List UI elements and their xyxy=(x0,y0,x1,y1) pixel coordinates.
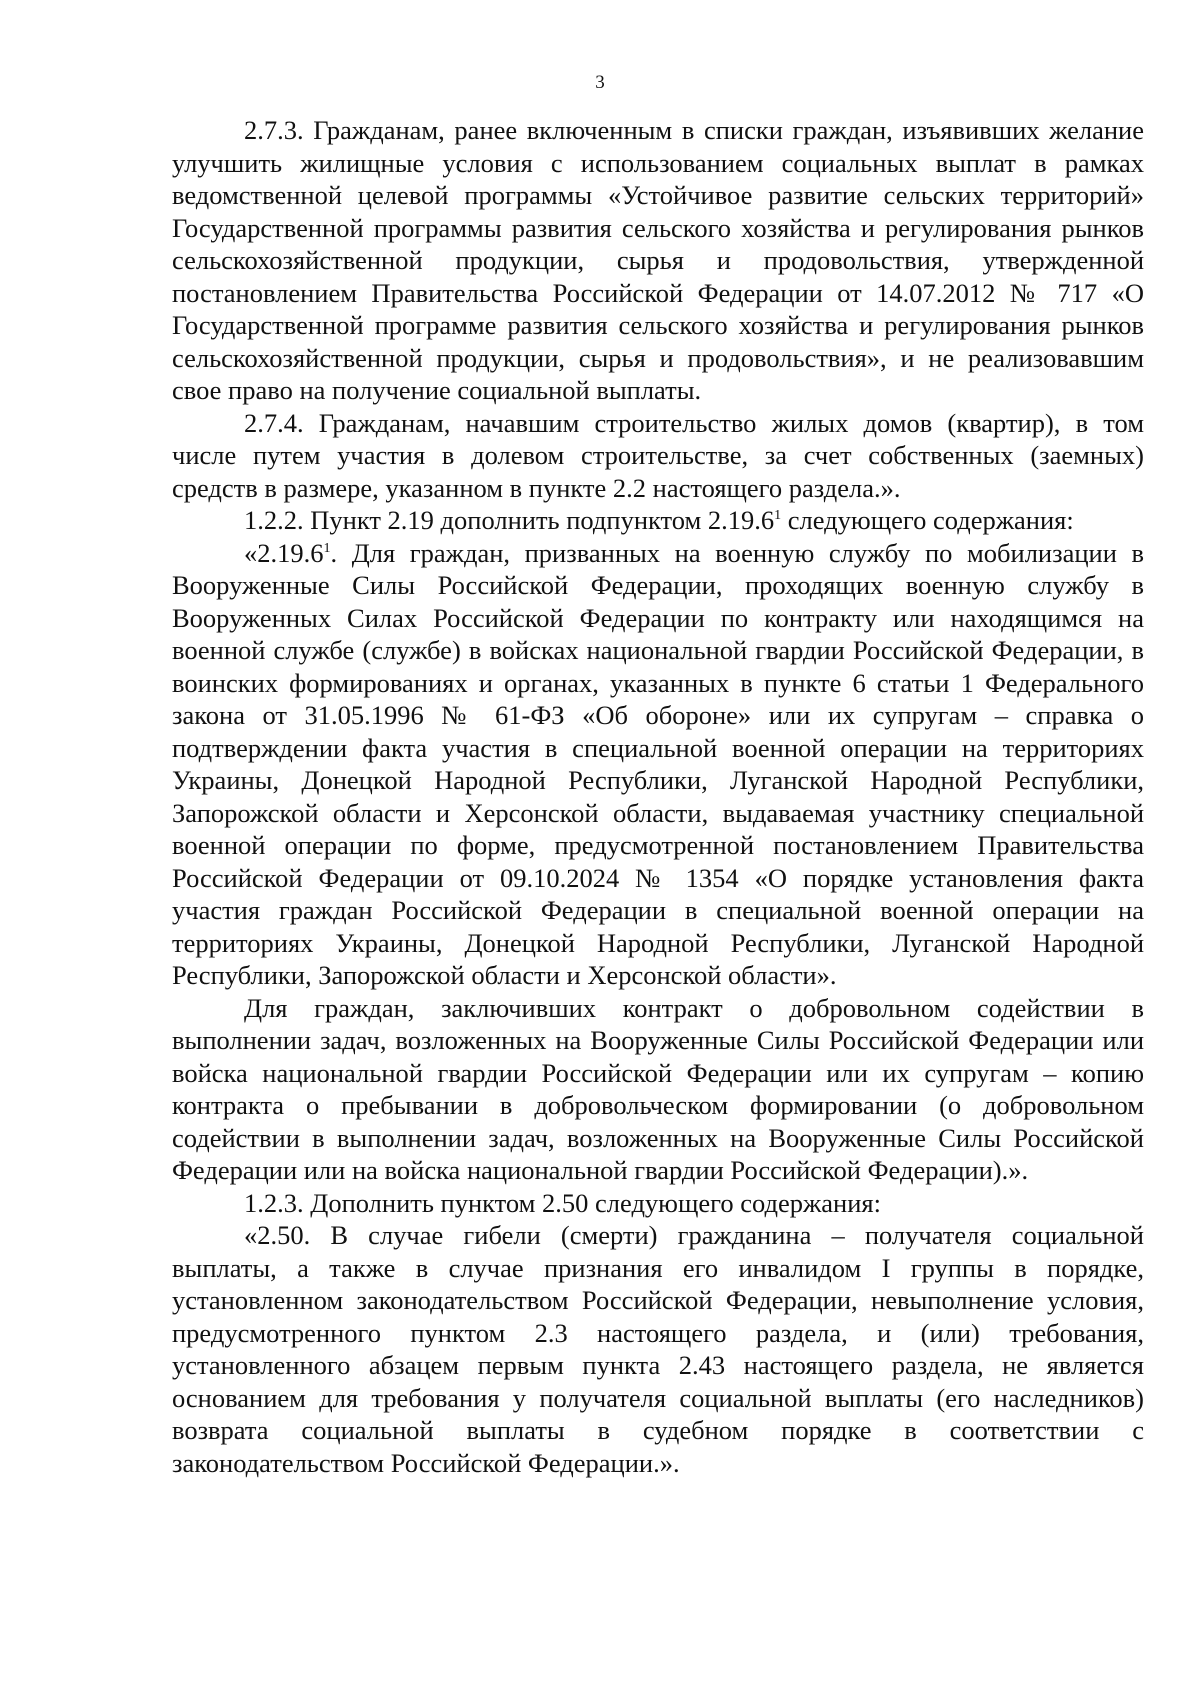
superscript-one: 1 xyxy=(774,508,782,524)
paragraph-1-2-3: 1.2.3. Дополнить пунктом 2.50 следующего содержания: xyxy=(244,1187,881,1218)
page-number: 3 xyxy=(595,72,605,93)
paragraph-2-19-6-1 xyxy=(172,537,1144,992)
paragraph-2-19-6-1-number: «2.19.6 xyxy=(244,537,324,568)
superscript-one: 1 xyxy=(323,540,331,556)
paragraph-1-2-2-text: 1.2.2. Пункт 2.19 дополнить подпунктом 2.19.6 xyxy=(244,505,775,535)
paragraph-2-50: «2.50. В случае гибели (смерти) гражданина – получателя социальной выплаты, а также в случае признания его инвалидом I группы в порядке, установленном законодательством Российской Федерации, невыполнение условия, предусмотренного пунктом 2.3 настоящего раздела, и (или) требования, установленного абзацем первым пункта 2.43 настоящего раздела, не является основанием для требования у получателя социальной выплаты (его наследников) возврата социальной выплаты в судебном порядке в соответствии с законодательством Российской Федерации.». xyxy=(172,1220,1144,1478)
paragraph-2-19-6-1-text: . Для граждан, призванных на военную службу по мобилизации в Вооруженные Силы Российской Федерации, проходящих военную службу в Вооруженных Силах Российской Федерации по контракту или находящимся на военной службе (службе) в войсках национальной гвардии Российской Федерации, в воинских формированиях и органах, указанных в пункте 6 статьи 1 Федерального закона от 31.05.1996 № 61-ФЗ «Об обороне» или их супругам – справка о подтверждении факта участия в специальной военной операции на территориях Украины, Донецкой Народной Республики, Луганской Народной Республики, Запорожской области и Херсонской области, выдаваемая участнику специальной военной операции по форме, предусмотренной постановлением Правительства Российской Федерации от 09.10.2024 № 1354 «О порядке установления факта участия граждан Российской Федерации в специальной военной операции на территориях Украины, Донецкой Народной Республики, Луганской Народной Республики, Запорожской области и Херсонской области». xyxy=(172,537,1144,990)
paragraph-1-2-2 xyxy=(172,504,1144,537)
paragraph-2-7-3: 2.7.3. Гражданам, ранее включенным в списки граждан, изъявивших желание улучшить жилищные условия с использованием социальных выплат в рамках ведомственной целевой программы «Устойчивое развитие сельских территорий» Государственной программы развития сельского хозяйства и регулирования рынков сельскохозяйственной продукции, сырья и продовольствия, утвержденной постановлением Правительства Российской Федерации от 14.07.2012 № 717 «О Государственной программе развития сельского хозяйства и регулирования рынков сельскохозяйственной продукции, сырья и продовольствия», и не реализовавшим свое право на получение социальной выплаты. xyxy=(172,115,1144,405)
document-body xyxy=(172,114,1144,1479)
paragraph-1-2-2-text-end: следующего содержания: xyxy=(781,505,1074,535)
paragraph-2-7-4: 2.7.4. Гражданам, начавшим строительство жилых домов (квартир), в том числе путем участия в долевом строительстве, за счет собственных (заемных) средств в размере, указанном в пункте 2.2 настоящего раздела.». xyxy=(172,407,1144,503)
paragraph-volunteer-contract: Для граждан, заключивших контракт о добровольном содействии в выполнении задач, возложенных на Вооруженные Силы Российской Федерации или войска национальной гвардии Российской Федерации или их супругам – копию контракта о пребывании в добровольческом формировании (о добровольном содействии в выполнении задач, возложенных на Вооруженные Силы Российской Федерации или на войска национальной гвардии Российской Федерации).». xyxy=(172,992,1144,1185)
